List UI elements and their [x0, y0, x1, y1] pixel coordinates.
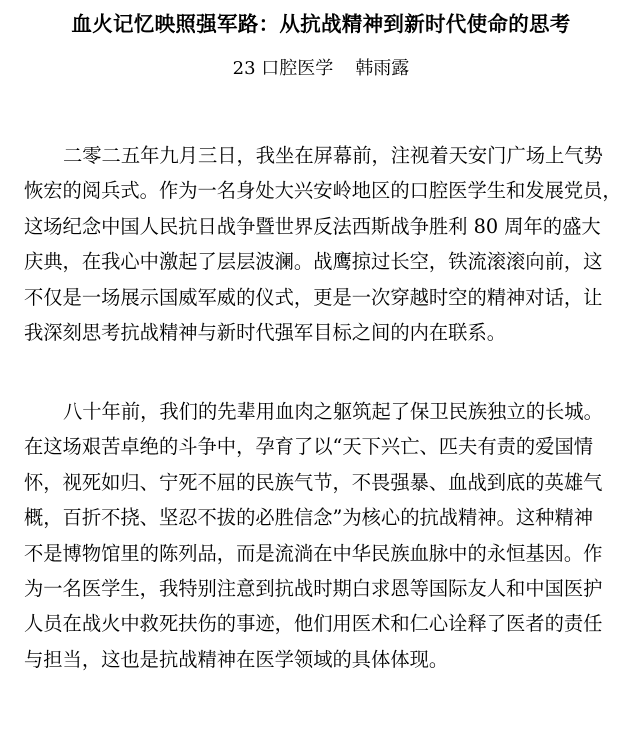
paragraph-line: 与担当，这也是抗战精神在医学领域的具体体现。 — [24, 647, 449, 671]
paragraph-line: 怀，视死如归、宁死不屈的民族气节，不畏强暴、血战到底的英雄气 — [24, 470, 603, 494]
byline — [0, 56, 642, 82]
byline-author: 韩雨露 — [355, 58, 410, 79]
paragraph-line: 恢宏的阅兵式。作为一名身处大兴安岭地区的口腔医学生和发展党员， — [24, 179, 622, 203]
paragraph-line: 庆典，在我心中激起了层层波澜。战鹰掠过长空，铁流滚滚向前，这 — [24, 250, 603, 274]
paragraph-line: 人员在战火中救死扶伤的事迹，他们用医术和仁心诠释了医者的责任 — [24, 612, 603, 636]
paragraph-line: 概，百折不挠、坚忍不拔的必胜信念”为核心的抗战精神。这种精神 — [24, 506, 594, 530]
paragraph-line: 为一名医学生，我特别注意到抗战时期白求恩等国际友人和中国医护 — [24, 577, 603, 601]
byline-class: 23 口腔医学 — [232, 58, 334, 79]
paragraph-line: 我深刻思考抗战精神与新时代强军目标之间的内在联系。 — [24, 321, 507, 345]
paragraph-1 — [24, 138, 622, 350]
paragraph-line: 这场纪念中国人民抗日战争暨世界反法西斯战争胜利 80 周年的盛大 — [24, 214, 601, 238]
paragraph-line: 八十年前，我们的先辈用血肉之躯筑起了保卫民族独立的长城。 — [63, 400, 603, 423]
paragraph-line: 在这场艰苦卓绝的斗争中，孕育了以“天下兴亡、匹夫有责的爱国情 — [24, 435, 594, 459]
document-title: 血火记忆映照强军路：从抗战精神到新时代使命的思考 — [71, 12, 571, 36]
paragraph-2 — [24, 394, 608, 677]
paragraph-line: 不是博物馆里的陈列品，而是流淌在中华民族血脉中的永恒基因。作 — [24, 541, 603, 565]
paragraph-line: 二零二五年九月三日，我坐在屏幕前，注视着天安门广场上气势 — [63, 144, 603, 167]
paragraph-line: 不仅是一场展示国威军威的仪式，更是一次穿越时空的精神对话，让 — [24, 285, 603, 309]
